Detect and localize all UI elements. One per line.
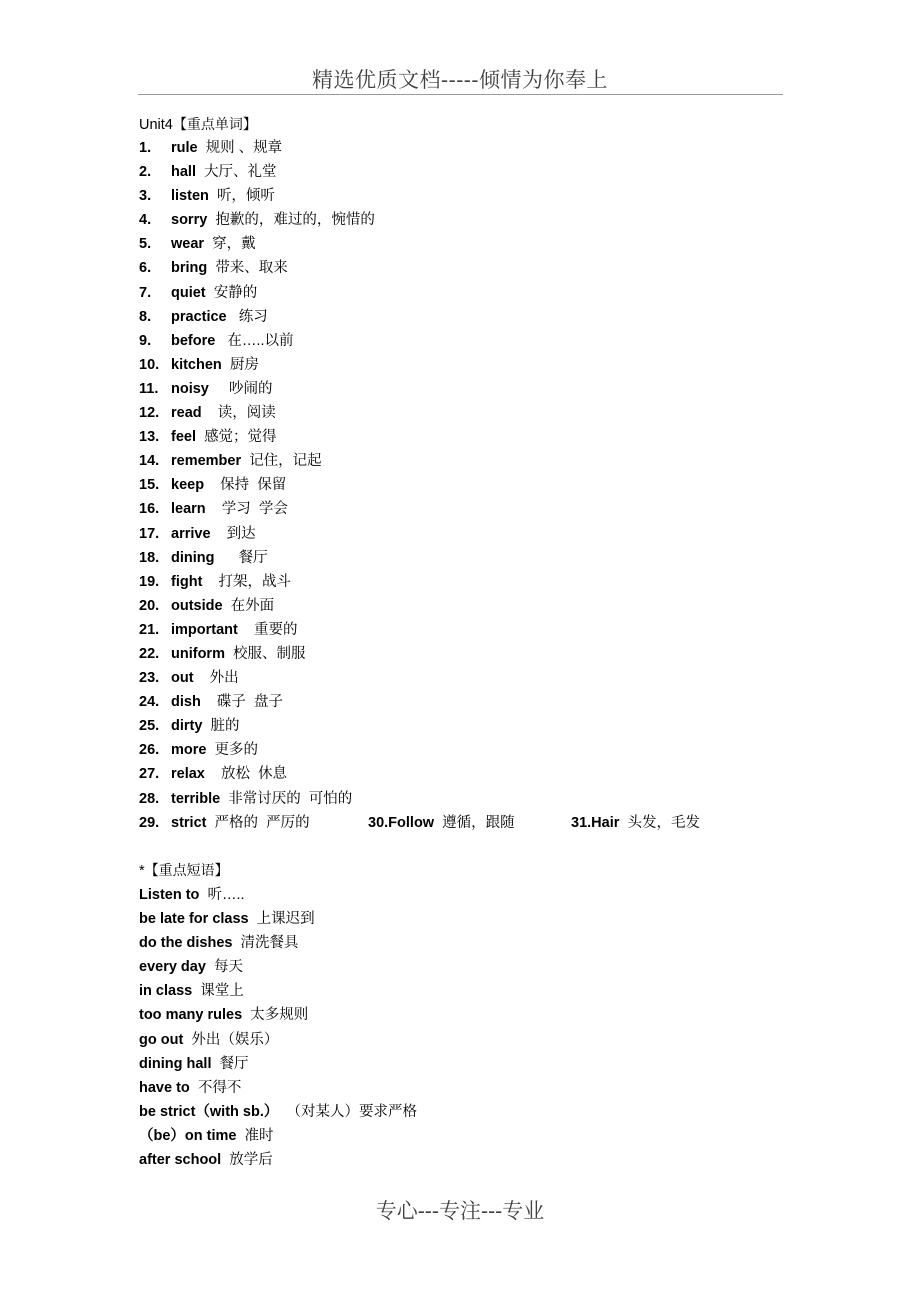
phrase-chinese: 课堂上: [200, 983, 244, 1000]
item-number: 25.: [139, 718, 160, 735]
vocab-list: [139, 136, 375, 811]
item-number: 28.: [139, 790, 160, 807]
list-item: [139, 184, 375, 208]
item-number: 2.: [139, 164, 152, 181]
vocab-meaning: 练习: [234, 308, 268, 325]
list-item: [139, 546, 375, 570]
vocab-word: feel: [171, 429, 196, 446]
vocab-word: important: [171, 621, 238, 638]
list-item: [139, 1148, 417, 1172]
phrase-english: dining hall: [139, 1055, 212, 1072]
vocab-word: dining: [171, 549, 215, 566]
item-number: 4.: [139, 212, 152, 229]
vocab-word: fight: [171, 573, 203, 590]
page-header: 精选优质文档-----倾情为你奉上: [312, 68, 608, 92]
list-item: [139, 666, 375, 690]
phrase-english: every day: [139, 959, 206, 976]
vocab-word: uniform: [171, 645, 225, 662]
list-item: [139, 1100, 417, 1124]
phrase-chinese: 餐厅: [219, 1055, 249, 1072]
phrase-english: in class: [139, 983, 193, 1000]
vocab-heading-label: 【重点单词】: [172, 117, 257, 133]
phrase-english: be strict（with sb.）: [139, 1103, 279, 1120]
list-item: [139, 136, 375, 160]
vocab-word: practice: [171, 308, 227, 325]
vocab-meaning: 记住，记起: [249, 453, 322, 470]
item-number: 5.: [139, 236, 152, 253]
list-item: [139, 1028, 417, 1052]
vocab-meaning: 规则 、规章: [205, 140, 283, 156]
list-item: 29. strict 严格的 严厉的: [139, 815, 310, 831]
phrase-english: （be）on time: [139, 1127, 237, 1144]
vocab-meaning: 碟子 盘子: [208, 694, 283, 711]
list-item: [139, 425, 375, 449]
vocab-meaning: 厨房: [229, 356, 259, 373]
phrase-chinese: （对某人）要求严格: [286, 1103, 417, 1120]
list-item: [139, 1076, 417, 1100]
phrase-chinese: 太多规则: [250, 1007, 309, 1024]
vocab-word: relax: [171, 766, 205, 783]
phrase-heading: [139, 860, 229, 880]
item-number: 8.: [139, 308, 152, 325]
item-number: 12.: [139, 405, 160, 422]
vocab-word: before: [171, 332, 216, 349]
phrase-heading-label: 【重点短语】: [144, 863, 229, 879]
item-number: 11.: [139, 380, 159, 397]
list-item: [139, 738, 375, 762]
phrase-english: Listen to: [139, 887, 200, 903]
list-item: [139, 1052, 417, 1076]
list-item: [139, 1124, 417, 1148]
vocab-word: arrive: [171, 525, 211, 542]
phrase-english: do the dishes: [139, 935, 233, 952]
item-number: 26.: [139, 742, 160, 759]
list-item: [139, 907, 417, 931]
item-number: 1.: [139, 140, 152, 156]
vocab-word: dirty: [171, 718, 203, 735]
vocab-meaning: 大厅、礼堂: [204, 164, 277, 181]
phrase-prefix: *: [139, 863, 145, 879]
list-item: [139, 594, 375, 618]
list-item: [139, 353, 375, 377]
item-number: 17.: [139, 525, 160, 542]
phrase-chinese: 每天: [213, 959, 243, 976]
item-number: 23.: [139, 670, 160, 687]
list-item: [139, 473, 375, 497]
list-item: [139, 329, 375, 353]
phrase-chinese: 听…..: [207, 887, 245, 903]
vocab-word: rule: [171, 140, 198, 156]
list-item: 31.Hair 头发，毛发: [571, 815, 700, 831]
phrase-chinese: 清洗餐具: [240, 935, 299, 952]
list-item: [139, 449, 375, 473]
vocab-meaning: 重要的: [245, 621, 298, 638]
item-number: 18.: [139, 549, 160, 566]
phrase-english: have to: [139, 1079, 190, 1096]
vocab-meaning: 在外面: [230, 597, 275, 614]
vocab-meaning: 抱歉的，难过的，惋惜的: [215, 212, 375, 229]
list-item: [139, 497, 375, 521]
vocab-word: quiet: [171, 284, 206, 301]
phrase-chinese: 准时: [244, 1127, 274, 1144]
phrase-english: go out: [139, 1031, 184, 1048]
phrase-list: [139, 883, 417, 1172]
vocab-word: learn: [171, 501, 206, 518]
vocab-word: noisy: [171, 380, 209, 397]
vocab-meaning: 外出: [201, 670, 239, 687]
list-item: [139, 955, 417, 979]
list-item: [139, 979, 417, 1003]
item-number: 21.: [139, 621, 160, 638]
list-item: [139, 1003, 417, 1027]
item-number: 15.: [139, 477, 160, 494]
item-number: 16.: [139, 501, 160, 518]
phrase-chinese: 外出（娱乐）: [191, 1031, 279, 1048]
list-item: [139, 714, 375, 738]
vocab-last-row: [139, 811, 700, 835]
vocab-word: listen: [171, 188, 209, 205]
vocab-meaning: 保持 保留: [212, 477, 287, 494]
list-item: [139, 787, 375, 811]
vocab-meaning: 在…..以前: [223, 332, 294, 349]
phrase-english: be late for class: [139, 911, 249, 928]
item-number: 9.: [139, 332, 152, 349]
vocab-word: sorry: [171, 212, 208, 229]
vocab-word: more: [171, 742, 207, 759]
vocab-meaning: 学习 学会: [213, 501, 288, 518]
phrase-chinese: 上课迟到: [256, 911, 315, 928]
list-item: [139, 281, 375, 305]
vocab-word: wear: [171, 236, 205, 253]
list-item: [139, 377, 375, 401]
vocab-word: keep: [171, 477, 205, 494]
vocab-meaning: 更多的: [214, 742, 259, 759]
header-divider: [138, 94, 783, 95]
vocab-word: read: [171, 405, 202, 422]
vocab-word: terrible: [171, 790, 221, 807]
vocab-meaning: 感觉；觉得: [204, 429, 277, 446]
vocab-word: outside: [171, 597, 223, 614]
page-footer: 专心---专注---专业: [375, 1199, 545, 1223]
item-number: 13.: [139, 429, 160, 446]
list-item: [139, 208, 375, 232]
list-item: [139, 762, 375, 786]
vocab-meaning: 穿，戴: [212, 236, 256, 253]
phrase-chinese: 放学后: [229, 1152, 273, 1169]
vocab-heading: [139, 114, 257, 134]
list-item: [139, 522, 375, 546]
vocab-meaning: 脏的: [210, 718, 240, 735]
vocab-word: remember: [171, 453, 242, 470]
item-number: 24.: [139, 694, 160, 711]
vocab-word: dish: [171, 694, 201, 711]
item-number: 19.: [139, 573, 160, 590]
list-item: [139, 305, 375, 329]
item-number: 6.: [139, 260, 152, 277]
vocab-meaning: 到达: [218, 525, 256, 542]
phrase-chinese: 不得不: [197, 1079, 242, 1096]
list-item: [139, 931, 417, 955]
unit-label: Unit4: [139, 117, 173, 133]
vocab-word: out: [171, 670, 194, 687]
item-number: 3.: [139, 188, 152, 205]
list-item: [139, 160, 375, 184]
vocab-meaning: 餐厅: [222, 549, 268, 566]
vocab-meaning: 吵闹的: [216, 380, 273, 397]
list-item: [139, 690, 375, 714]
vocab-word: hall: [171, 164, 196, 181]
list-item: 30.Follow 遵循，跟随: [368, 815, 515, 831]
item-number: 14.: [139, 453, 160, 470]
item-number: 22.: [139, 645, 160, 662]
vocab-meaning: 听，倾听: [216, 188, 275, 205]
vocab-meaning: 放松 休息: [212, 766, 288, 783]
phrase-english: after school: [139, 1152, 222, 1169]
vocab-meaning: 非常讨厌的 可怕的: [228, 790, 353, 807]
item-number: 10.: [139, 356, 160, 373]
vocab-meaning: 打架，战斗: [210, 573, 292, 590]
item-number: 27.: [139, 766, 160, 783]
list-item: [139, 642, 375, 666]
phrase-english: too many rules: [139, 1007, 243, 1024]
list-item: [139, 618, 375, 642]
vocab-meaning: 校服、制服: [233, 645, 306, 662]
item-number: 20.: [139, 597, 160, 614]
vocab-word: kitchen: [171, 356, 222, 373]
list-item: [139, 232, 375, 256]
list-item: [139, 401, 375, 425]
vocab-meaning: 读，阅读: [209, 405, 276, 422]
vocab-meaning: 带来、取来: [215, 260, 288, 277]
list-item: [139, 883, 417, 907]
item-number: 7.: [139, 284, 152, 301]
vocab-word: bring: [171, 260, 208, 277]
list-item: [139, 256, 375, 280]
list-item: [139, 570, 375, 594]
vocab-meaning: 安静的: [213, 284, 258, 301]
